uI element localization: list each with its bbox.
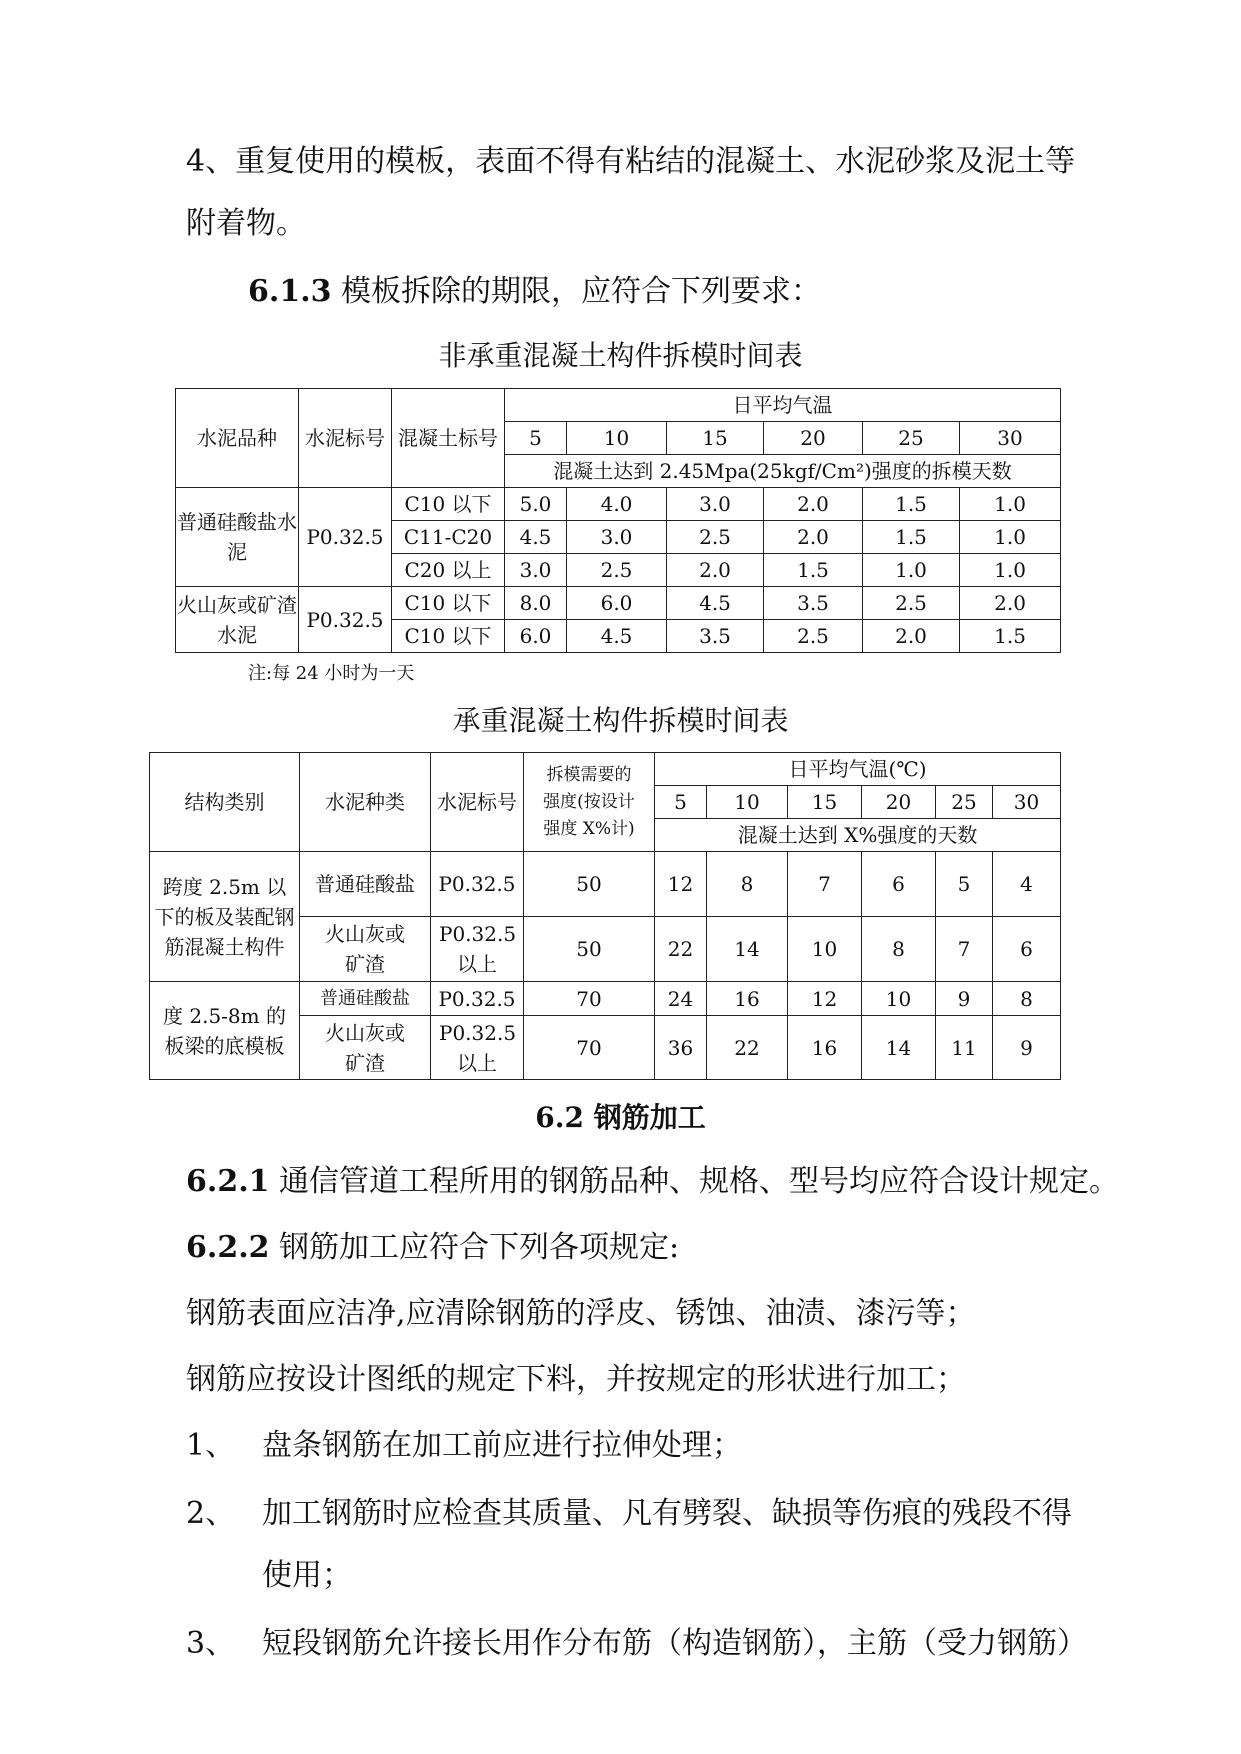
value-cell: 2.5 bbox=[863, 587, 960, 620]
header-cement-kind: 水泥种类 bbox=[300, 753, 431, 852]
header-strength-line: 拆模需要的 bbox=[546, 764, 632, 785]
value-cell: 6.0 bbox=[567, 587, 667, 620]
clause-text: 钢筋加工应符合下列各项规定: bbox=[269, 1230, 680, 1265]
value-cell: 7 bbox=[936, 917, 993, 982]
value-cell: 5 bbox=[936, 852, 993, 917]
list-item-text: 盘条钢筋在加工前应进行拉伸处理； bbox=[262, 1428, 742, 1463]
cement-kind-cell: 火山灰或矿渣 bbox=[300, 1016, 431, 1080]
temp-cell: 20 bbox=[764, 422, 863, 455]
value-cell: 16 bbox=[788, 1016, 862, 1080]
value-cell: 3.0 bbox=[505, 554, 567, 587]
strength-cell: 70 bbox=[524, 982, 655, 1016]
value-cell: 22 bbox=[655, 917, 707, 982]
value-cell: 24 bbox=[655, 982, 707, 1016]
value-cell: 3.5 bbox=[667, 620, 764, 653]
value-cell: 8 bbox=[707, 852, 788, 917]
cement-grade-cell: P0.32.5 以上 bbox=[431, 917, 524, 982]
value-cell: 12 bbox=[655, 852, 707, 917]
concrete-grade-cell: C10 以下 bbox=[392, 620, 505, 653]
value-cell: 14 bbox=[707, 917, 788, 982]
value-cell: 36 bbox=[655, 1016, 707, 1080]
value-cell: 4 bbox=[993, 852, 1061, 917]
clause-6-2-1 bbox=[186, 1162, 1119, 1202]
value-cell: 1.5 bbox=[960, 620, 1061, 653]
temp-cell: 15 bbox=[788, 786, 862, 819]
value-cell: 6 bbox=[862, 852, 936, 917]
value-cell: 4.5 bbox=[667, 587, 764, 620]
value-cell: 2.5 bbox=[567, 554, 667, 587]
header-cement-grade: 水泥标号 bbox=[431, 753, 524, 852]
header-temperature: 日平均气温 bbox=[505, 389, 1061, 422]
value-cell: 8.0 bbox=[505, 587, 567, 620]
header-strength-line: 强度 X%计) bbox=[543, 818, 635, 839]
temp-cell: 10 bbox=[707, 786, 788, 819]
value-cell: 8 bbox=[862, 917, 936, 982]
paragraph-line: 附着物。 bbox=[186, 206, 306, 241]
value-cell: 2.0 bbox=[960, 587, 1061, 620]
strength-cell: 70 bbox=[524, 1016, 655, 1080]
temp-cell: 5 bbox=[655, 786, 707, 819]
section-heading: 6.2 钢筋加工 bbox=[535, 1101, 706, 1134]
concrete-grade-cell: C20 以上 bbox=[392, 554, 505, 587]
temp-cell: 25 bbox=[936, 786, 993, 819]
value-cell: 7 bbox=[788, 852, 862, 917]
temp-cell: 10 bbox=[567, 422, 667, 455]
load-bearing-table bbox=[149, 752, 1061, 1080]
concrete-grade-cell: C11-C20 bbox=[392, 521, 505, 554]
table1-note: 注:每 24 小时为一天 bbox=[248, 663, 415, 684]
list-item-number: 3、 bbox=[186, 1626, 236, 1661]
clause-number: 6.2.1 bbox=[186, 1164, 270, 1199]
header-concrete-grade: 混凝土标号 bbox=[392, 389, 505, 488]
list-item-number: 2、 bbox=[186, 1496, 236, 1531]
value-cell: 2.5 bbox=[667, 521, 764, 554]
clause-6-1-3 bbox=[248, 272, 821, 312]
cement-kind-cell: 火山灰或矿渣 bbox=[300, 917, 431, 982]
clause-number: 6.2.2 bbox=[186, 1230, 270, 1265]
list-item-text-continued: 使用； bbox=[262, 1558, 352, 1593]
structure-type-cell: 度 2.5-8m 的板梁的底模板 bbox=[150, 982, 300, 1080]
table1-caption: 非承重混凝土构件拆模时间表 bbox=[438, 339, 803, 372]
list-item-number: 1、 bbox=[186, 1428, 236, 1463]
temp-cell: 20 bbox=[862, 786, 936, 819]
value-cell: 1.5 bbox=[863, 521, 960, 554]
table2-caption: 承重混凝土构件拆模时间表 bbox=[452, 704, 789, 737]
temp-cell: 25 bbox=[863, 422, 960, 455]
value-cell: 1.0 bbox=[960, 488, 1061, 521]
value-cell: 4.5 bbox=[505, 521, 567, 554]
value-cell: 2.0 bbox=[764, 521, 863, 554]
value-cell: 4.5 bbox=[567, 620, 667, 653]
concrete-grade-cell: C10 以下 bbox=[392, 488, 505, 521]
value-cell: 2.0 bbox=[863, 620, 960, 653]
header-days: 混凝土达到 2.45Mpa(25kgf/Cm²)强度的拆模天数 bbox=[505, 455, 1061, 488]
cement-grade-cell: P0.32.5 以上 bbox=[431, 1016, 524, 1080]
value-cell: 5.0 bbox=[505, 488, 567, 521]
clause-text: 通信管道工程所用的钢筋品种、规格、型号均应符合设计规定。 bbox=[269, 1164, 1120, 1199]
value-cell: 10 bbox=[862, 982, 936, 1016]
temp-cell: 30 bbox=[993, 786, 1061, 819]
cement-type-cell: 普通硅酸盐水泥 bbox=[176, 488, 299, 587]
value-cell: 4.0 bbox=[567, 488, 667, 521]
concrete-grade-cell: C10 以下 bbox=[392, 587, 505, 620]
value-cell: 10 bbox=[788, 917, 862, 982]
value-cell: 2.0 bbox=[667, 554, 764, 587]
value-cell: 1.0 bbox=[863, 554, 960, 587]
header-strength bbox=[524, 753, 655, 852]
header-strength-line: 强度(按设计 bbox=[543, 791, 635, 812]
value-cell: 6 bbox=[993, 917, 1061, 982]
list-item-text: 加工钢筋时应检查其质量、凡有劈裂、缺损等伤痕的残段不得 bbox=[262, 1496, 1072, 1531]
value-cell: 1.0 bbox=[960, 554, 1061, 587]
structure-type-cell: 跨度 2.5m 以下的板及装配钢筋混凝土构件 bbox=[150, 852, 300, 982]
temp-cell: 30 bbox=[960, 422, 1061, 455]
value-cell: 1.0 bbox=[960, 521, 1061, 554]
cement-kind-cell: 普通硅酸盐 bbox=[300, 852, 431, 917]
strength-cell: 50 bbox=[524, 917, 655, 982]
header-days: 混凝土达到 X%强度的天数 bbox=[655, 819, 1061, 852]
value-cell: 12 bbox=[788, 982, 862, 1016]
header-cement-grade: 水泥标号 bbox=[299, 389, 392, 488]
header-temperature: 日平均气温(℃) bbox=[655, 753, 1061, 786]
value-cell: 9 bbox=[936, 982, 993, 1016]
temp-cell: 15 bbox=[667, 422, 764, 455]
clause-number: 6.1.3 bbox=[248, 274, 332, 309]
clause-6-2-2 bbox=[186, 1228, 679, 1268]
cement-grade-cell: P0.32.5 bbox=[299, 587, 392, 653]
cement-grade-cell: P0.32.5 bbox=[431, 982, 524, 1016]
value-cell: 3.0 bbox=[567, 521, 667, 554]
clause-text: 模板拆除的期限，应符合下列要求： bbox=[331, 274, 822, 309]
cement-grade-cell: P0.32.5 bbox=[431, 852, 524, 917]
value-cell: 14 bbox=[862, 1016, 936, 1080]
strength-cell: 50 bbox=[524, 852, 655, 917]
temp-cell: 5 bbox=[505, 422, 567, 455]
paragraph-line: 4、重复使用的模板，表面不得有粘结的混凝土、水泥砂浆及泥土等 bbox=[186, 144, 1076, 179]
value-cell: 11 bbox=[936, 1016, 993, 1080]
paragraph-line: 钢筋表面应洁净,应清除钢筋的浮皮、锈蚀、油渍、漆污等； bbox=[186, 1296, 976, 1331]
cement-kind-cell: 普通硅酸盐 bbox=[300, 982, 431, 1016]
value-cell: 2.5 bbox=[764, 620, 863, 653]
cement-grade-cell: P0.32.5 bbox=[299, 488, 392, 587]
paragraph-line: 钢筋应按设计图纸的规定下料，并按规定的形状进行加工； bbox=[186, 1362, 966, 1397]
header-cement-type: 水泥品种 bbox=[176, 389, 299, 488]
value-cell: 3.0 bbox=[667, 488, 764, 521]
value-cell: 22 bbox=[707, 1016, 788, 1080]
value-cell: 9 bbox=[993, 1016, 1061, 1080]
value-cell: 8 bbox=[993, 982, 1061, 1016]
list-item-text: 短段钢筋允许接长用作分布筋（构造钢筋），主筋（受力钢筋） bbox=[262, 1626, 1087, 1661]
cement-type-cell: 火山灰或矿渣水泥 bbox=[176, 587, 299, 653]
value-cell: 2.0 bbox=[764, 488, 863, 521]
value-cell: 1.5 bbox=[764, 554, 863, 587]
value-cell: 1.5 bbox=[863, 488, 960, 521]
value-cell: 3.5 bbox=[764, 587, 863, 620]
value-cell: 6.0 bbox=[505, 620, 567, 653]
value-cell: 16 bbox=[707, 982, 788, 1016]
header-structure-type: 结构类别 bbox=[150, 753, 300, 852]
non-load-bearing-table bbox=[175, 388, 1061, 653]
